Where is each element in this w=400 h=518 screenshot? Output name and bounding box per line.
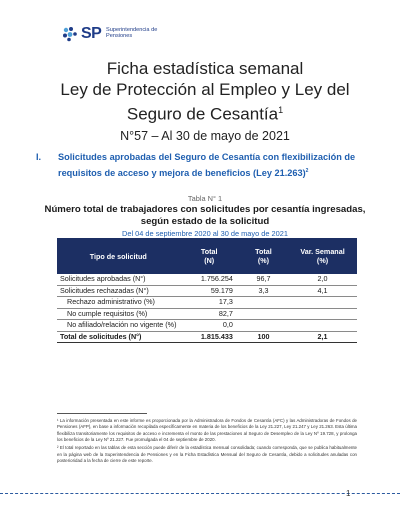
header-total-n-unit: (N)	[204, 256, 215, 265]
sp-logo-mark-icon	[62, 26, 78, 42]
section-footnote-ref: 2	[305, 168, 309, 174]
header-total-n-label: Total	[200, 247, 218, 256]
row-total-n: 17,3	[179, 297, 238, 309]
row-label: No afiliado/relación no vigente (%)	[57, 320, 179, 332]
logo-subtitle	[106, 27, 176, 39]
table-row	[57, 285, 357, 297]
table-date-range: Del 04 de septiembre 2020 al 30 de mayo de 2021	[122, 229, 288, 238]
section-text: Solicitudes aprobadas del Seguro de Cesantía con flexibilización de requisitos de acceso y mejora de beneficios (Ley 21.263)	[58, 152, 356, 179]
header-total-pct-unit: (%)	[257, 256, 270, 265]
total-var: 2,1	[288, 331, 357, 343]
header-var-unit: (%)	[316, 256, 329, 265]
table-row	[57, 320, 357, 332]
row-label: Solicitudes aprobadas (N°)	[57, 274, 179, 285]
table-title-line2: según estado de la solicitud	[140, 216, 270, 227]
logo-sp-text: SP	[81, 25, 102, 42]
title-line-1: Ficha estadística semanal	[106, 59, 304, 78]
row-total-pct	[239, 297, 288, 309]
header-var-semanal	[288, 238, 357, 274]
row-total-pct: 96,7	[239, 274, 288, 285]
header-var-label: Var. Semanal	[300, 247, 345, 256]
header-total-pct-label: Total	[255, 247, 272, 256]
header-tipo: Tipo de solicitud	[57, 238, 179, 274]
sp-logo	[62, 24, 172, 44]
table-row	[57, 308, 357, 320]
table-title	[40, 204, 370, 228]
header-total-pct	[239, 238, 288, 274]
title-footnote-ref: 1	[278, 105, 284, 115]
table-title-line1: Número total de trabajadores con solicitudes por cesantía ingresadas,	[44, 204, 366, 215]
row-var	[288, 320, 357, 332]
section-number: I.	[36, 152, 42, 162]
footnote-divider	[57, 413, 147, 414]
logo-subtitle-line1: Superintendencia de	[106, 27, 158, 33]
table-label: Tabla N° 1	[187, 194, 223, 203]
footnote-1: ¹ La información presentada en este informe es proporcionada por la Administradora de Fondos de Cesantía (AFC) y las Administradoras de Fondos de Pensiones (AFP), en base a información recopilada específicamente en materia de los beneficios de la Ley 21.227, Ley 21.247 y Ley 21.263. Esta última flexibiliza transitoriamente los requisitos de acceso e incrementa el monto de las prestaciones al Seguro de Desempleo de la Ley Nº 19.728, y prolonga los beneficios de la Ley Nº 21.227. Fue promulgada el 04 de septiembre de 2020.	[57, 418, 357, 443]
row-label: Solicitudes rechazadas (N°)	[57, 285, 179, 297]
section-text-wrap	[58, 150, 368, 180]
table-row	[57, 297, 357, 309]
total-label: Total de solicitudes (N°)	[57, 331, 179, 343]
footnotes	[57, 418, 357, 466]
footnote-2: ² El total reportado en las tablas de esta sección puede diferir de la estadística mensual consolidada; cuando corresponda, que se publica habitualmente en la página web de la Superintendencia de Pensiones y en la Ficha Estadística Mensual del Seguro de Cesantía, debido a solicitudes anuladas con posterioridad a la fecha de cierre de este reporte.	[57, 445, 357, 463]
solicitudes-table	[57, 238, 357, 343]
row-var: 2,0	[288, 274, 357, 285]
table-total-row	[57, 331, 357, 343]
total-pct: 100	[239, 331, 288, 343]
document-subtitle: N°57 – Al 30 de mayo de 2021	[120, 128, 290, 143]
row-total-n: 59.179	[179, 285, 238, 297]
total-n: 1.815.433	[179, 331, 238, 343]
table-row	[57, 274, 357, 285]
row-total-n: 1.756.254	[179, 274, 238, 285]
logo-subtitle-line2: Pensiones	[106, 33, 133, 39]
document-title	[40, 58, 370, 145]
row-label: No cumple requisitos (%)	[57, 308, 179, 320]
header-total-n	[179, 238, 238, 274]
row-total-n: 0,0	[179, 320, 238, 332]
row-total-pct	[239, 320, 288, 332]
page-bottom-rule	[0, 493, 400, 494]
title-line-3	[40, 100, 370, 125]
row-var	[288, 297, 357, 309]
row-var: 4,1	[288, 285, 357, 297]
page-number: 1	[346, 489, 351, 498]
title-line-2: Ley de Protección al Empleo y Ley del	[60, 80, 350, 99]
row-total-n: 82,7	[179, 308, 238, 320]
row-var	[288, 308, 357, 320]
row-total-pct	[239, 308, 288, 320]
table-header-row	[57, 238, 357, 274]
row-label: Rechazo administrativo (%)	[57, 297, 179, 309]
title-line-3-text: Seguro de Cesantía	[126, 104, 279, 124]
row-total-pct: 3,3	[239, 285, 288, 297]
